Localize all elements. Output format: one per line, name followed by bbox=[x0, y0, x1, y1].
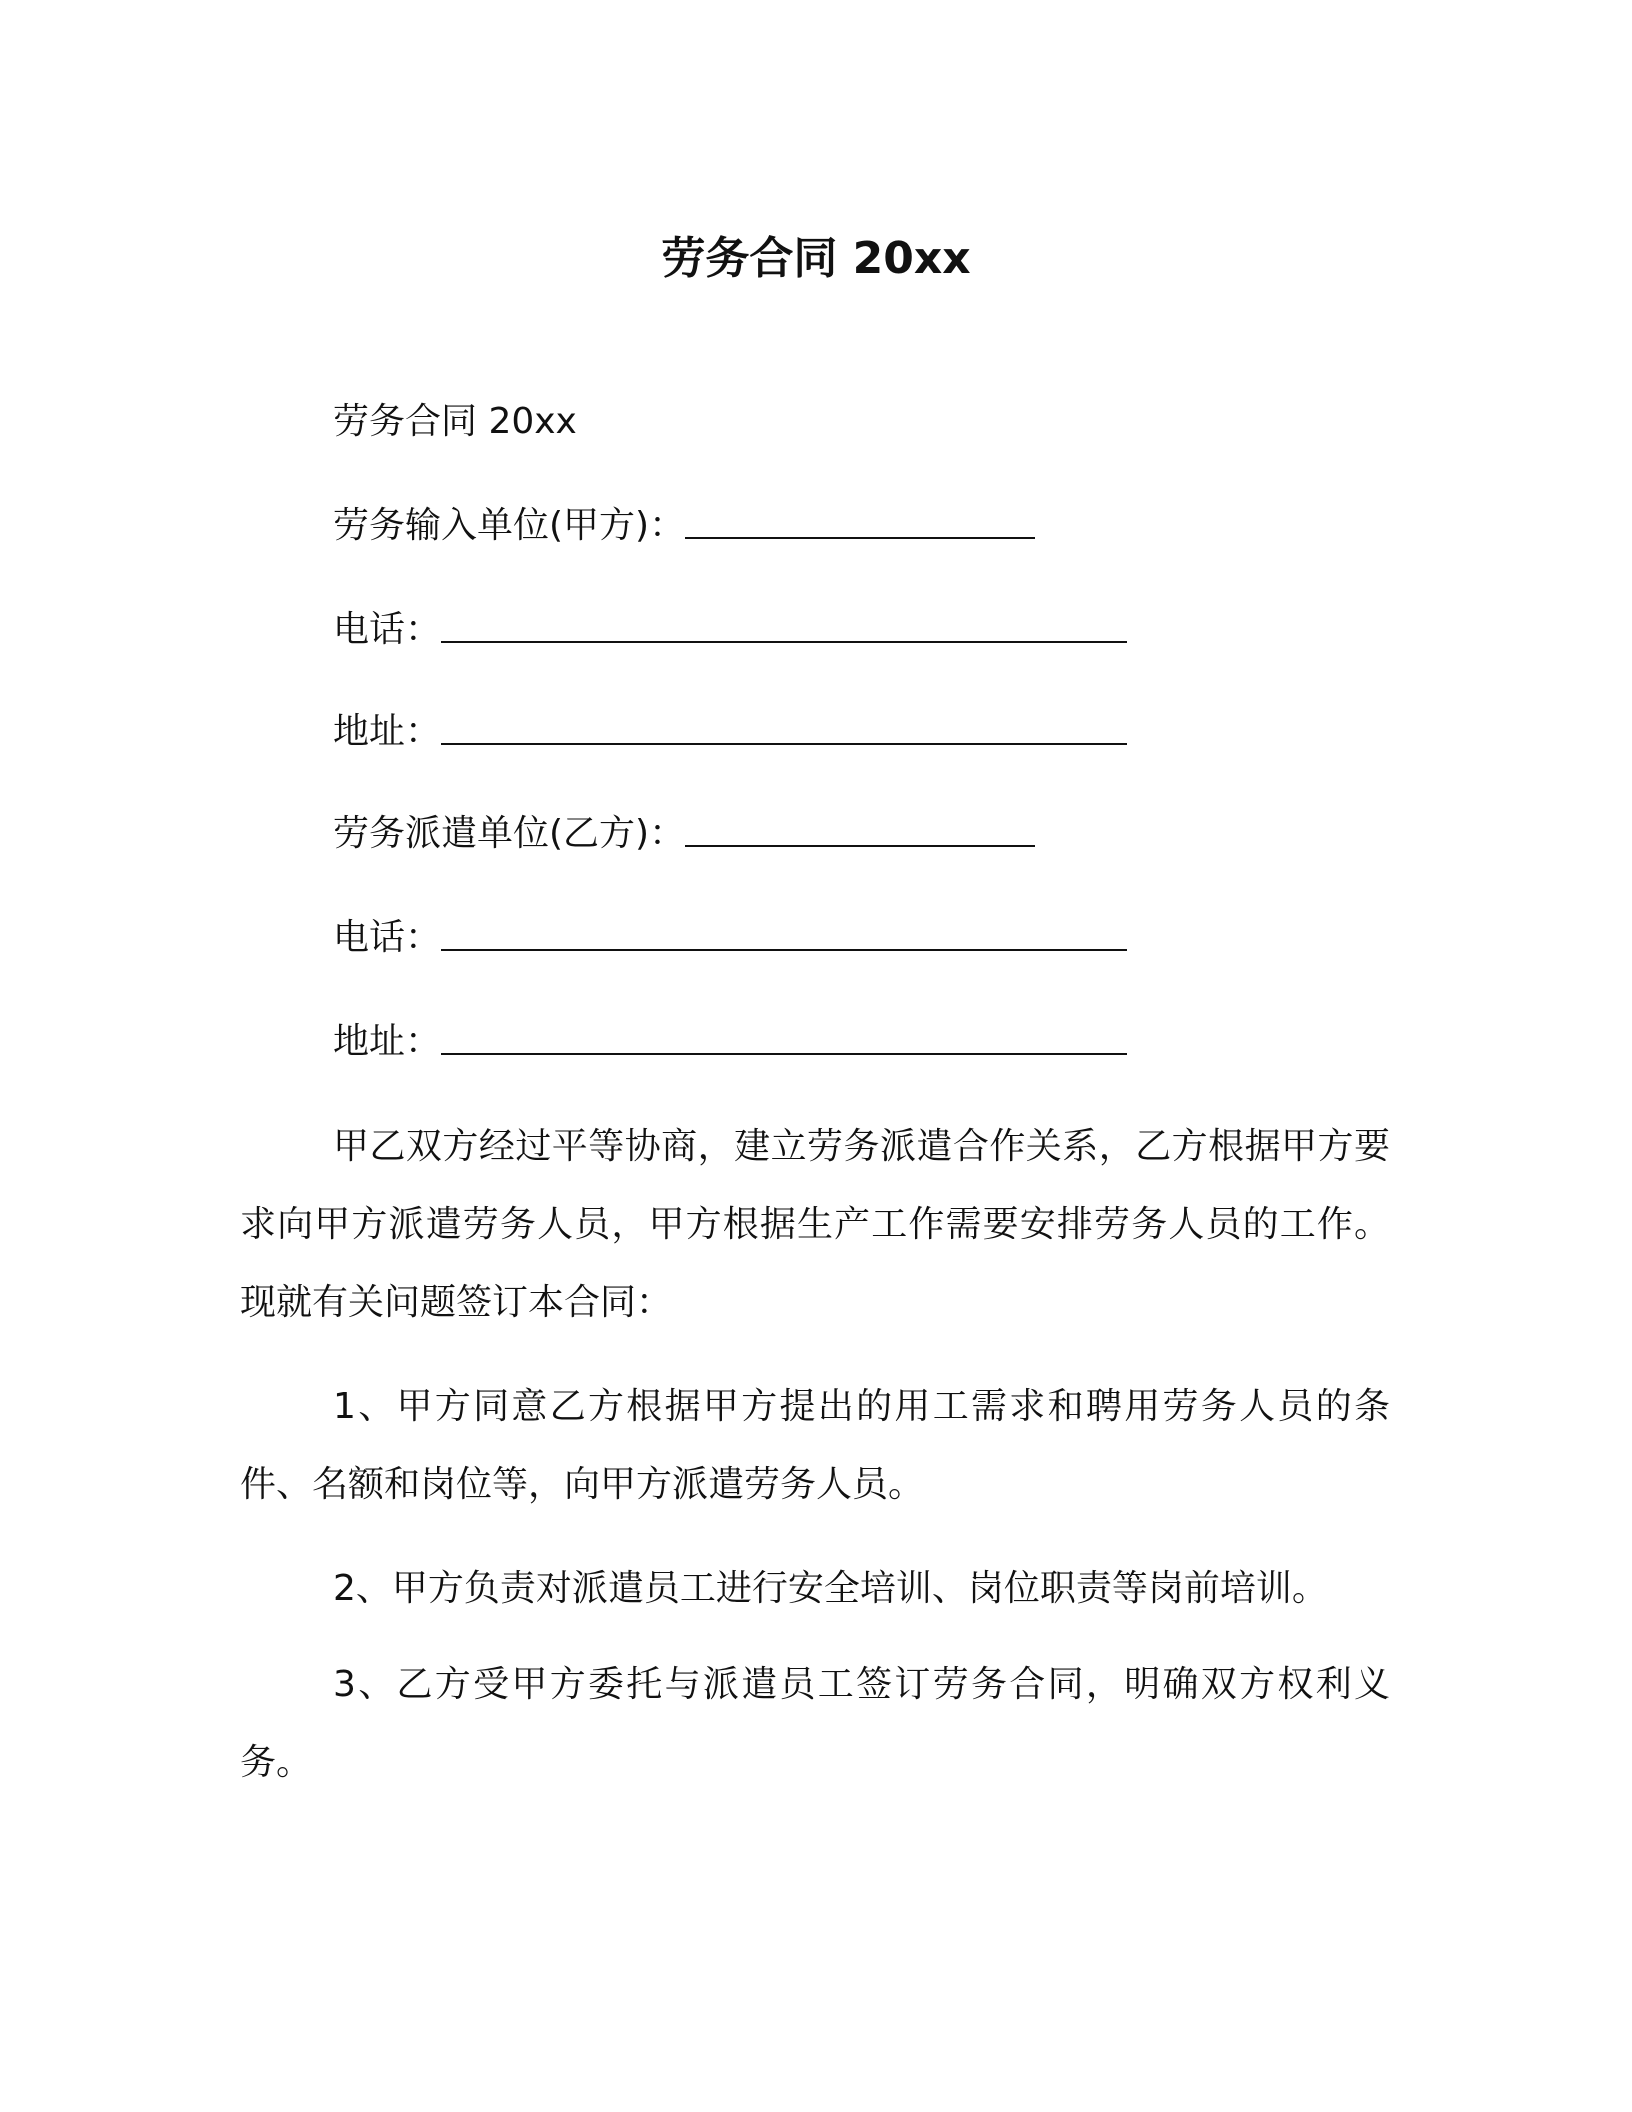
party-a-label: 劳务输入单位(甲方)： bbox=[333, 505, 686, 546]
party-b-address-line bbox=[333, 1018, 1127, 1066]
party-a-phone-line bbox=[333, 606, 1127, 654]
party-b-label: 劳务派遣单位(乙方)： bbox=[333, 813, 686, 854]
party-a-phone-blank[interactable] bbox=[441, 607, 1127, 643]
intro-paragraph: 甲乙双方经过平等协商，建立劳务派遣合作关系，乙方根据甲方要求向甲方派遣劳务人员，甲方根据生产工作需要安排劳务人员的工作。现就有关问题签订本合同： bbox=[240, 1126, 1390, 1323]
party-a-line bbox=[333, 502, 1035, 550]
party-b-address-label: 地址： bbox=[333, 1021, 442, 1062]
party-a-address-blank[interactable] bbox=[441, 709, 1127, 745]
party-a-phone-label: 电话： bbox=[333, 609, 442, 650]
party-b-address-blank[interactable] bbox=[441, 1019, 1127, 1055]
clause-1: 1、甲方同意乙方根据甲方提出的用工需求和聘用劳务人员的条件、名额和岗位等，向甲方派遣劳务人员。 bbox=[240, 1386, 1390, 1505]
party-b-blank[interactable] bbox=[685, 811, 1035, 847]
party-b-line bbox=[333, 810, 1035, 858]
party-a-address-line bbox=[333, 708, 1127, 756]
clause-3: 3、乙方受甲方委托与派遣员工签订劳务合同，明确双方权利义务。 bbox=[240, 1664, 1390, 1783]
party-a-blank[interactable] bbox=[685, 503, 1035, 539]
contract-subtitle: 劳务合同 20xx bbox=[333, 401, 577, 442]
party-b-phone-blank[interactable] bbox=[441, 915, 1127, 951]
party-b-phone-line bbox=[333, 914, 1127, 962]
clause-2: 2、甲方负责对派遣员工进行安全培训、岗位职责等岗前培训。 bbox=[333, 1568, 1328, 1609]
party-a-address-label: 地址： bbox=[333, 711, 442, 752]
document-title: 劳务合同 20xx bbox=[661, 233, 971, 284]
party-b-phone-label: 电话： bbox=[333, 917, 442, 958]
